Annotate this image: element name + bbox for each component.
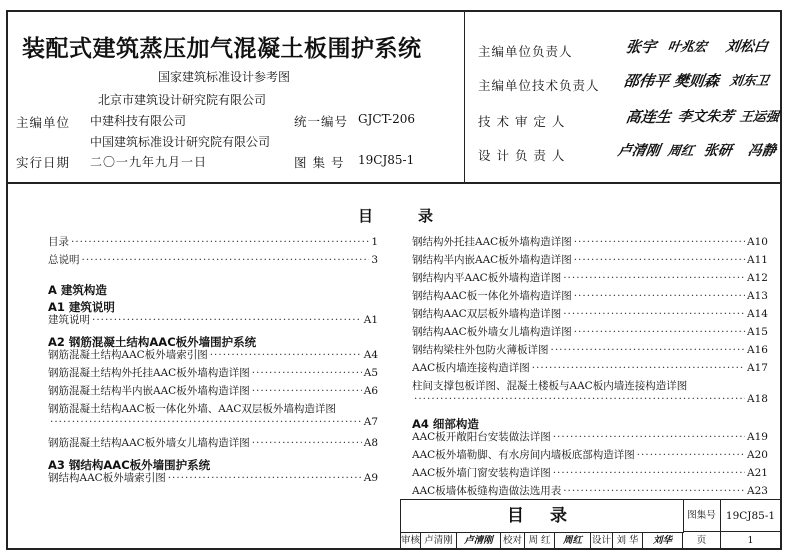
tb-review-signature: 卢清刚 bbox=[457, 532, 501, 550]
code-value: GJCT-206 bbox=[358, 112, 415, 126]
leader-dots bbox=[92, 314, 362, 326]
toc-entry[interactable] bbox=[412, 252, 768, 267]
tb-review-name: 卢清刚 bbox=[421, 532, 457, 550]
date-value: 二〇一九年九月一日 bbox=[90, 155, 208, 169]
toc-entry-title: 钢结构半内嵌AAC板外墙构造详图 bbox=[412, 254, 572, 266]
toc-entry-page: A5 bbox=[363, 367, 378, 379]
leader-dots bbox=[252, 437, 362, 449]
tb-check-label: 校对 bbox=[501, 532, 525, 550]
toc-entry-title: 钢结构外托挂AAC板外墙构造详图 bbox=[412, 236, 572, 248]
toc-entry-page: A21 bbox=[747, 467, 768, 479]
signature-row-2 bbox=[478, 70, 778, 100]
leader-dots bbox=[563, 308, 745, 320]
signature-panel bbox=[466, 12, 780, 182]
toc-entry-page: 1 bbox=[371, 236, 378, 248]
tb-check-signature: 周红 bbox=[555, 532, 591, 550]
toc-entry-page: A15 bbox=[747, 326, 768, 338]
atlas-subtitle: 国家建筑标准设计参考图 bbox=[158, 70, 291, 84]
title-block-title: 目 录 bbox=[401, 500, 684, 533]
toc-entry[interactable] bbox=[412, 360, 768, 375]
toc-title-char-2: 录 bbox=[418, 207, 434, 225]
toc-entry[interactable] bbox=[412, 306, 768, 321]
signature-image: 樊则森 bbox=[672, 72, 721, 90]
leader-dots bbox=[574, 236, 745, 248]
header-left bbox=[8, 12, 465, 182]
toc-entry-title: 钢结构AAC板外墙索引图 bbox=[48, 472, 166, 484]
toc-entry-page: A7 bbox=[363, 416, 378, 428]
toc-entry-page: A6 bbox=[363, 385, 378, 397]
signature-role: 主编单位技术负责人 bbox=[478, 78, 600, 93]
leader-dots bbox=[532, 362, 745, 374]
editor-unit-2: 中建科技有限公司 bbox=[90, 114, 187, 128]
toc-entry[interactable] bbox=[412, 378, 768, 393]
toc-entry-page: A12 bbox=[747, 272, 768, 284]
editor-unit-3: 中国建筑标准设计研究院有限公司 bbox=[90, 135, 271, 149]
signature-image: 李文朱芳 bbox=[676, 109, 735, 125]
leader-dots bbox=[71, 236, 369, 248]
toc-entry-leader bbox=[48, 416, 378, 428]
toc-entry-page: A11 bbox=[747, 254, 768, 266]
toc-entry-title: 目录 bbox=[48, 236, 69, 248]
signature-image: 张研 bbox=[702, 143, 733, 159]
toc-entry-page: A23 bbox=[747, 485, 768, 497]
toc-entry-title: 钢筋混凝土结构AAC板外墙女儿墙构造详图 bbox=[48, 437, 250, 449]
toc-entry-title: 建筑说明 bbox=[48, 314, 90, 326]
toc-entry-title: AAC板墙体板缝构造做法选用表 bbox=[412, 485, 562, 497]
toc-entry-page: A9 bbox=[363, 472, 378, 484]
leader-dots bbox=[252, 385, 362, 397]
toc-entry-page: A8 bbox=[363, 437, 378, 449]
signature-image: 张宇 bbox=[624, 38, 658, 56]
toc-entry[interactable] bbox=[412, 465, 768, 480]
leader-dots bbox=[563, 485, 745, 497]
toc-entry-page: A17 bbox=[747, 362, 768, 374]
leader-dots bbox=[168, 472, 362, 484]
toc-entry[interactable] bbox=[48, 401, 378, 416]
tb-atlas-value: 19CJ85-1 bbox=[721, 500, 781, 532]
toc-entry[interactable] bbox=[48, 365, 378, 380]
signature-role: 设 计 负 责 人 bbox=[478, 148, 566, 163]
toc-entry[interactable] bbox=[412, 234, 768, 249]
toc-entry-title: 钢结构AAC板一体化外墙构造详图 bbox=[412, 290, 572, 302]
toc-entry-page: A13 bbox=[747, 290, 768, 302]
signature-image: 王运强 bbox=[738, 110, 780, 125]
toc-entry-page: A4 bbox=[363, 349, 378, 361]
tb-page-label: 页 bbox=[683, 532, 721, 550]
toc-entry-title: AAC板开敞阳台安装做法详图 bbox=[412, 431, 551, 443]
atlas-title: 装配式建筑蒸压加气混凝土板围护系统 bbox=[22, 36, 422, 62]
leader-dots bbox=[563, 272, 745, 284]
tb-review-label: 审核 bbox=[401, 532, 421, 550]
toc-section-heading: A 建筑构造 bbox=[48, 283, 107, 297]
toc-entry-title: 钢筋混凝土结构外托挂AAC板外墙构造详图 bbox=[48, 367, 250, 379]
toc-entry[interactable] bbox=[48, 234, 378, 249]
toc-entry[interactable] bbox=[48, 435, 378, 450]
leader-dots bbox=[574, 326, 745, 338]
toc-entry[interactable] bbox=[412, 288, 768, 303]
toc-section-heading: A2 钢筋混凝土结构AAC板外墙围护系统 bbox=[48, 335, 257, 349]
editor-label: 主编单位 bbox=[16, 115, 71, 130]
tb-page-value: 1 bbox=[721, 532, 781, 550]
signature-row-3 bbox=[478, 106, 778, 136]
leader-dots bbox=[553, 467, 745, 479]
drawing-frame bbox=[6, 10, 782, 550]
signature-image: 周红 bbox=[666, 144, 695, 159]
leader-dots bbox=[574, 254, 745, 266]
toc-entry-title: AAC板外墙门窗安装构造详图 bbox=[412, 467, 551, 479]
toc-entry-page: A1 bbox=[363, 314, 378, 326]
tb-design-name: 刘 华 bbox=[613, 532, 643, 550]
toc-entry-title: 钢筋混凝土结构半内嵌AAC板外墙构造详图 bbox=[48, 385, 250, 397]
signature-image: 叶兆宏 bbox=[666, 40, 708, 55]
toc-entry-page: A20 bbox=[747, 449, 768, 461]
toc-entry-title: 钢筋混凝土结构AAC板一体化外墙、AAC双层板外墙构造详图 bbox=[48, 403, 336, 415]
code-label: 统一编号 bbox=[294, 114, 349, 129]
leader-dots bbox=[82, 254, 370, 266]
toc-entry-page: A18 bbox=[747, 393, 768, 405]
toc-entry-title: 柱间支撑包板详图、混凝土楼板与AAC板内墙连接构造详图 bbox=[412, 380, 688, 392]
toc-entry[interactable] bbox=[48, 383, 378, 398]
toc-entry[interactable] bbox=[412, 270, 768, 285]
toc-entry[interactable] bbox=[48, 252, 378, 267]
toc-entry[interactable] bbox=[412, 324, 768, 339]
tb-design-signature: 刘华 bbox=[643, 532, 683, 550]
tb-check-name: 周 红 bbox=[525, 532, 555, 550]
toc-entry-page: A14 bbox=[747, 308, 768, 320]
toc-section-heading: A4 细部构造 bbox=[412, 417, 479, 431]
header-block bbox=[8, 12, 780, 184]
signature-role: 主编单位负责人 bbox=[478, 44, 573, 59]
editor-unit-1: 北京市建筑设计研究院有限公司 bbox=[98, 93, 267, 107]
signature-image: 高连生 bbox=[624, 108, 673, 126]
signature-role: 技 术 审 定 人 bbox=[478, 114, 566, 129]
toc-section-heading: A3 钢结构AAC板外墙围护系统 bbox=[48, 458, 211, 472]
toc-entry-leader bbox=[412, 393, 768, 405]
toc-title-char-1: 目 bbox=[358, 207, 374, 225]
leader-dots bbox=[414, 393, 745, 405]
toc-entry-title: 钢筋混凝土结构AAC板外墙索引图 bbox=[48, 349, 208, 361]
toc-entry[interactable] bbox=[412, 483, 768, 498]
leader-dots bbox=[637, 449, 745, 461]
toc-entry-page: 3 bbox=[371, 254, 378, 266]
toc-section-heading: A1 建筑说明 bbox=[48, 300, 115, 314]
toc-entry-title: 钢结构梁柱外包防火薄板详图 bbox=[412, 344, 549, 356]
signature-image: 邵伟平 bbox=[622, 72, 671, 90]
title-block bbox=[400, 499, 781, 550]
leader-dots bbox=[252, 367, 362, 379]
leader-dots bbox=[50, 416, 362, 428]
toc-entry[interactable] bbox=[48, 347, 378, 362]
signature-image: 刘松白 bbox=[724, 39, 769, 55]
signature-image: 卢清刚 bbox=[616, 143, 661, 159]
toc-entry-page: A19 bbox=[747, 431, 768, 443]
atlas-no-label: 图 集 号 bbox=[294, 155, 345, 170]
date-label: 实行日期 bbox=[16, 155, 71, 170]
signature-image: 刘东卫 bbox=[728, 74, 770, 89]
toc-entry-page: A16 bbox=[747, 344, 768, 356]
toc-entry[interactable] bbox=[412, 447, 768, 462]
tb-design-label: 设计 bbox=[591, 532, 613, 550]
toc-entry[interactable] bbox=[412, 342, 768, 357]
tb-atlas-label: 图集号 bbox=[683, 500, 721, 532]
toc-entry-title: AAC板外墙勒脚、有水房间内墙板底部构造详图 bbox=[412, 449, 635, 461]
signature-row-1 bbox=[478, 36, 778, 66]
toc-entry-title: 钢结构内平AAC板外墙构造详图 bbox=[412, 272, 562, 284]
toc-entry-title: 钢结构AAC双层板外墙构造详图 bbox=[412, 308, 562, 320]
atlas-no-value: 19CJ85-1 bbox=[358, 153, 415, 167]
leader-dots bbox=[210, 349, 362, 361]
toc-entry-title: AAC板内墙连接构造详图 bbox=[412, 362, 530, 374]
toc-entry-title: 钢结构AAC板外墙女儿墙构造详图 bbox=[412, 326, 572, 338]
leader-dots bbox=[574, 290, 745, 302]
toc-entry[interactable] bbox=[48, 470, 378, 485]
leader-dots bbox=[553, 431, 745, 443]
signature-image: 冯静 bbox=[746, 143, 777, 159]
toc-entry-title: 总说明 bbox=[48, 254, 80, 266]
toc-entry[interactable] bbox=[48, 312, 378, 327]
toc-entry-page: A10 bbox=[747, 236, 768, 248]
leader-dots bbox=[551, 344, 746, 356]
signature-row-4 bbox=[478, 140, 778, 170]
toc-entry[interactable] bbox=[412, 429, 768, 444]
